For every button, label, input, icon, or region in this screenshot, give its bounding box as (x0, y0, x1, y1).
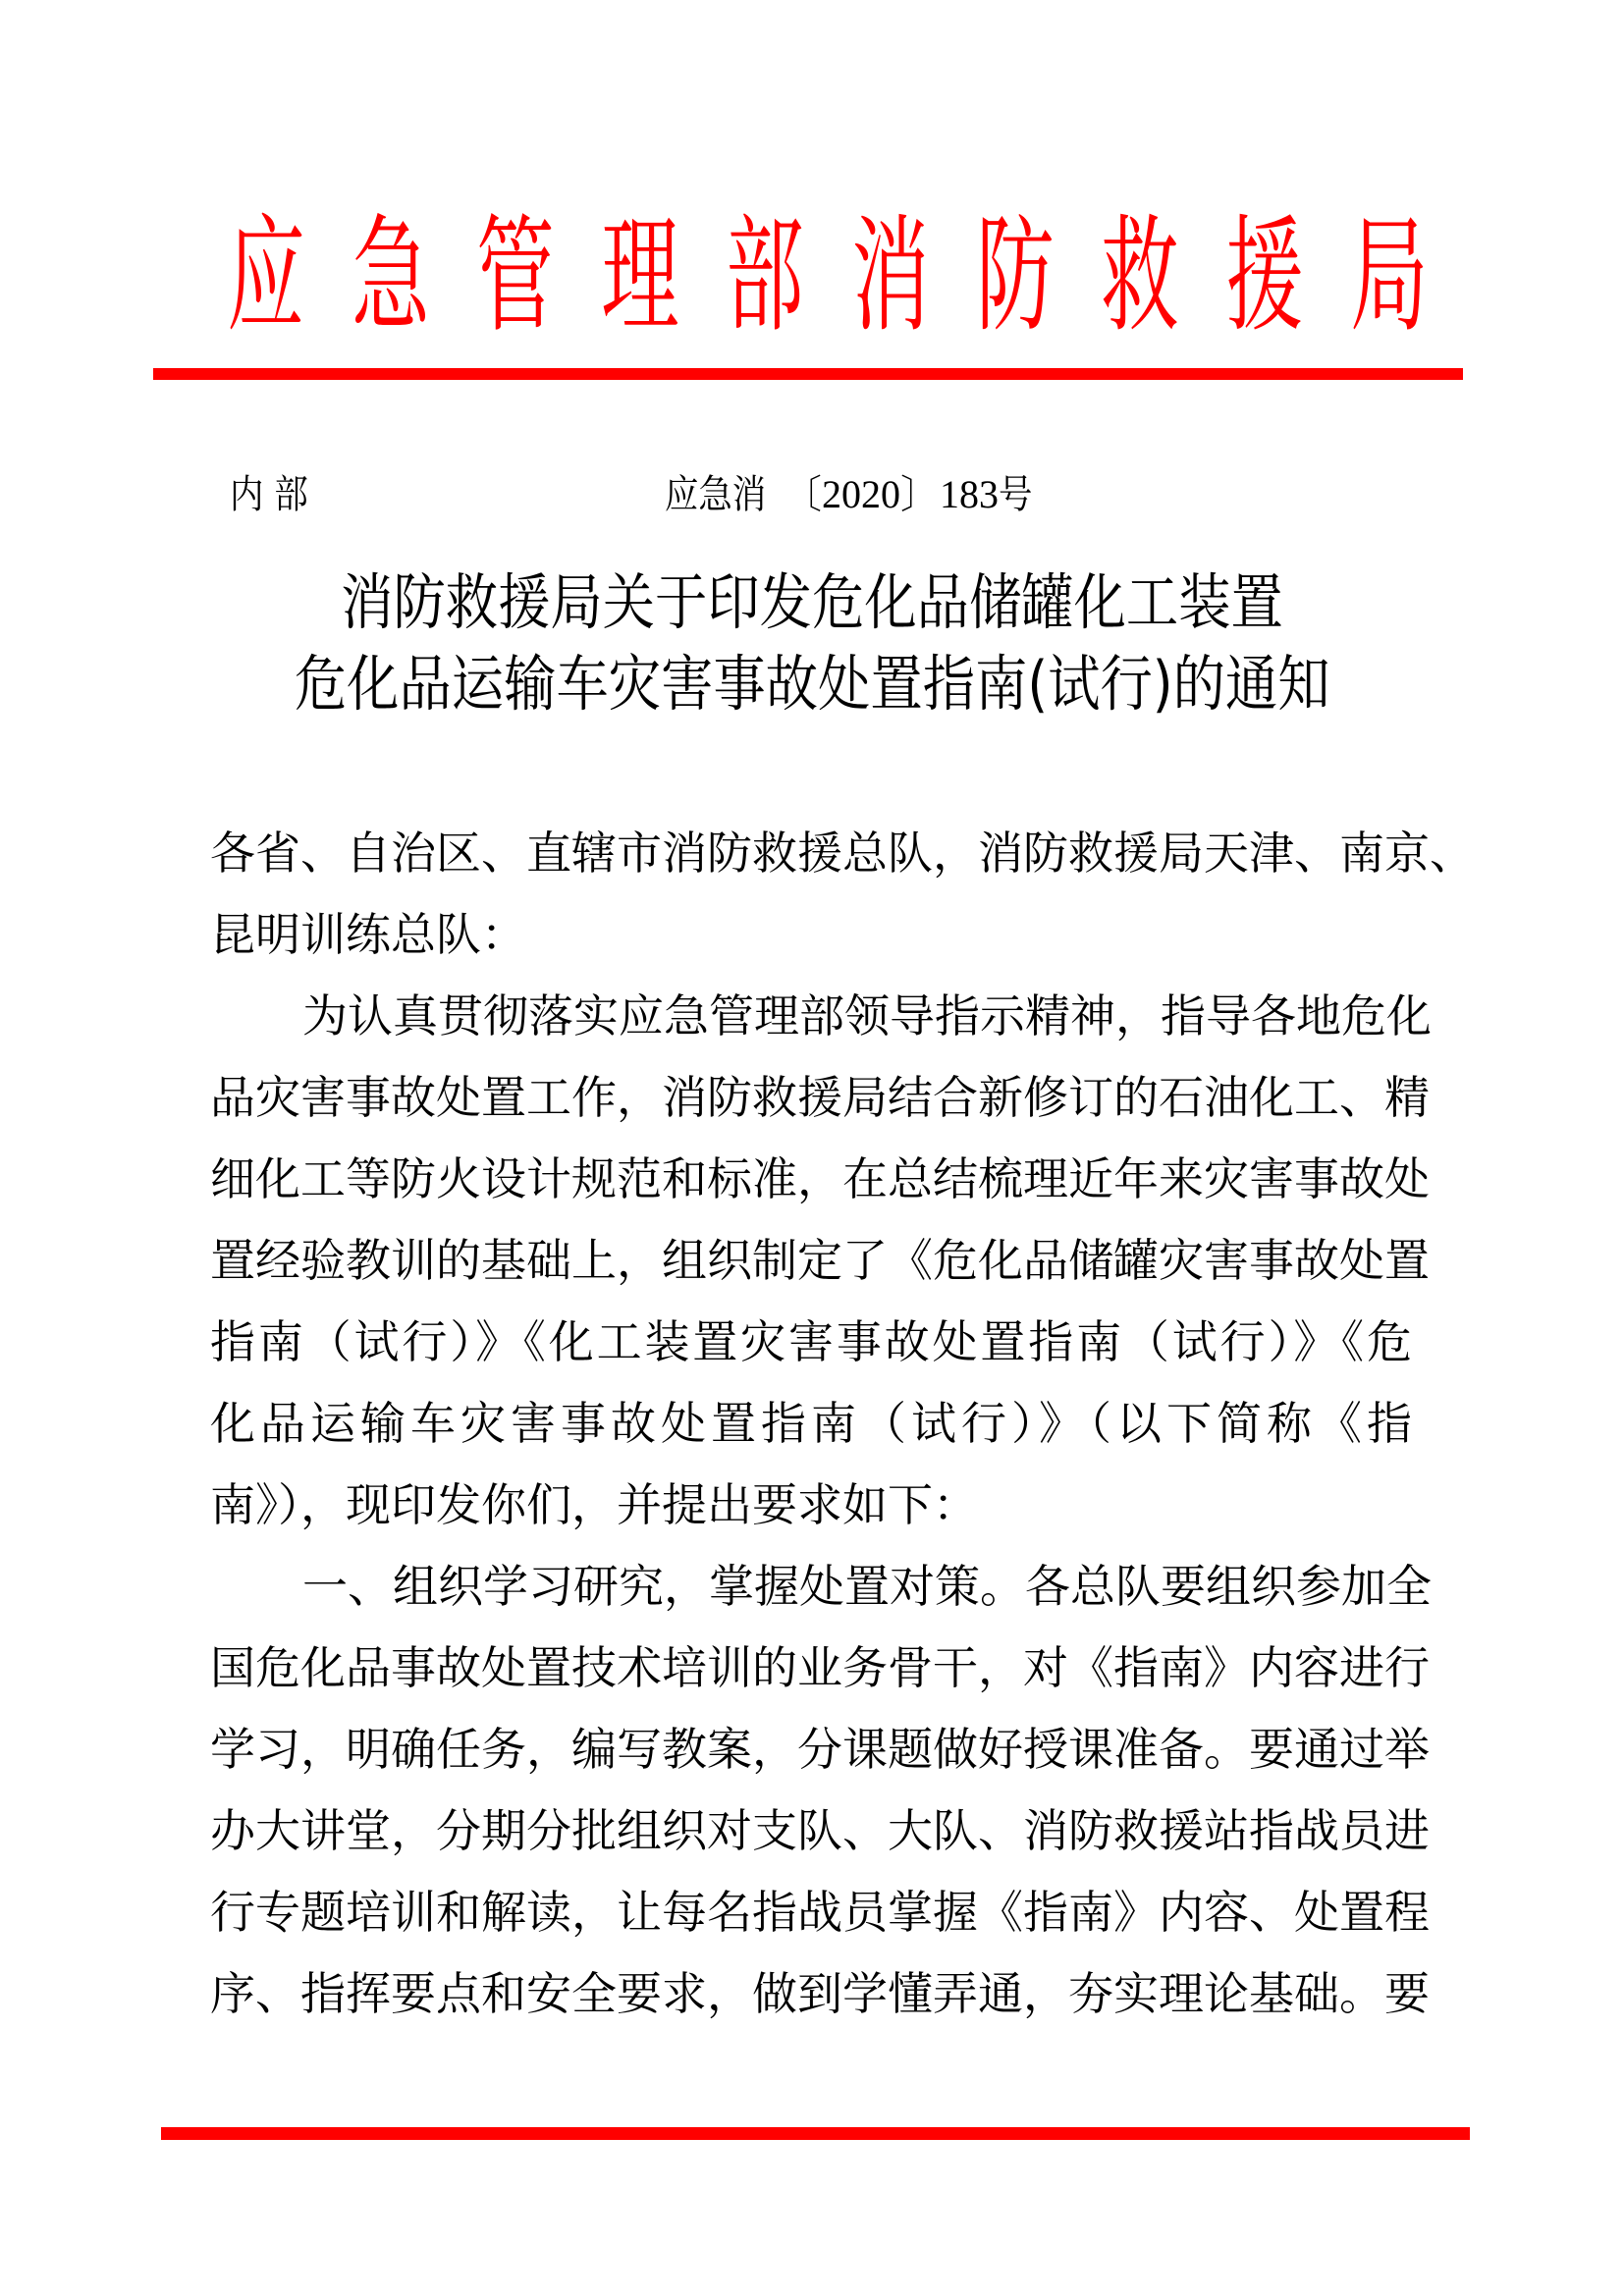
org-char: 救 (1100, 203, 1179, 349)
body-line: 指南（试行）》《化工装置灾害事故处置指南（试行）》《危 (210, 1315, 1412, 1368)
body-line-section-one-start: 一、组织学习研究，掌握处置对策。各总队要组织参加全 (302, 1560, 1432, 1613)
org-char: 应 (227, 203, 305, 349)
org-char: 管 (476, 203, 555, 349)
org-char: 急 (352, 203, 430, 349)
organization-title (212, 203, 1429, 349)
header-red-rule (153, 368, 1463, 380)
body-line: 品灾害事故处置工作，消防救援局结合新修订的石油化工、精 (210, 1071, 1430, 1124)
body-line-addressee: 各省、自治区、直辖市消防救援总队，消防救援局天津、南京、 (210, 827, 1475, 880)
document-title-line-2: 危化品运输车灾害事故处置指南(试行)的通知 (294, 648, 1330, 720)
org-char: 部 (726, 203, 805, 349)
body-line: 行专题培训和解读，让每名指战员掌握《指南》内容、处置程 (210, 1886, 1430, 1939)
body-line-addressee-cont: 昆明训练总队： (210, 908, 526, 961)
org-char: 防 (975, 203, 1055, 349)
doc-number-seq: 183 (940, 472, 999, 516)
body-line: 细化工等防火设计规范和标准，在总结梳理近年来灾害事故处 (210, 1152, 1430, 1205)
body-line: 国危化品事故处置技术培训的业务骨干，对《指南》内容进行 (210, 1641, 1430, 1694)
body-line: 办大讲堂，分期分批组织对支队、大队、消防救援站指战员进 (210, 1804, 1430, 1857)
body-line: 序、指挥要点和安全要求，做到学懂弄通，夯实理论基础。要 (210, 1967, 1430, 2020)
doc-number-year: 〔2020〕 (783, 472, 940, 516)
org-char: 局 (1350, 203, 1429, 349)
body-line: 南》），现印发你们，并提出要求如下： (210, 1478, 978, 1531)
body-line: 化品运输车灾害事故处置指南（试行）》（以下简称《指 (210, 1397, 1412, 1450)
footer-red-rule (161, 2127, 1470, 2140)
document-number (645, 418, 1038, 520)
doc-number-prefix: 应急消 (665, 472, 767, 517)
doc-number-suffix: 号 (999, 472, 1033, 517)
body-line: 学习，明确任务，编写教案，分课题做好授课准备。要通过举 (210, 1723, 1430, 1776)
org-char: 援 (1225, 203, 1304, 349)
org-char: 理 (601, 203, 679, 349)
body-line: 置经验教训的基础上，组织制定了《危化品储罐灾害事故处置 (210, 1234, 1430, 1287)
org-char: 消 (850, 203, 930, 349)
document-title-line-1: 消防救援局关于印发危化品储罐化工装置 (341, 566, 1283, 638)
body-line-paragraph-start: 为认真贯彻落实应急管理部领导指示精神，指导各地危化 (302, 989, 1432, 1042)
classification-label: 内 部 (230, 472, 308, 517)
